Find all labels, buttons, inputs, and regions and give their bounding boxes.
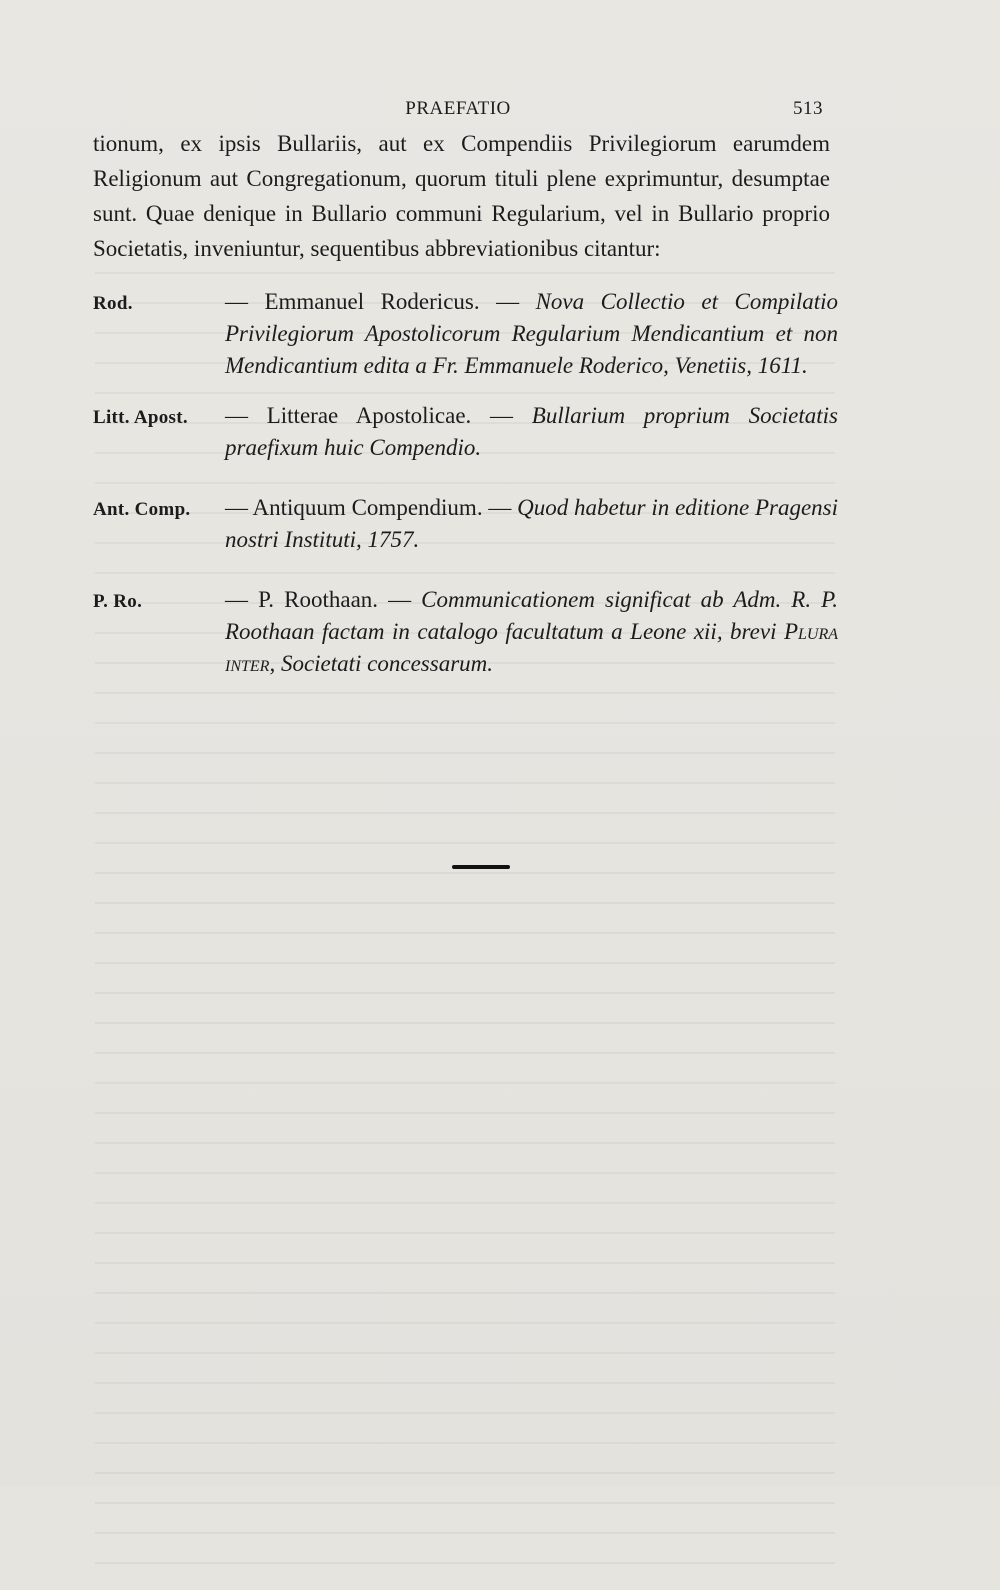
ink-smudge (452, 865, 510, 869)
abbreviation-label: P. Ro. (93, 591, 143, 612)
entry-title-tail: , Societati concessarum. (269, 651, 494, 676)
abbreviation-description (225, 400, 838, 464)
page-number: 513 (793, 98, 823, 119)
entry-title: Nova Collectio et Compilatio Privilegiorum Apostolicorum Regularium Mendicantium et non Mendicantium edita a Fr. Emmanuele Roderico, Venetiis, 1611. (225, 289, 838, 378)
abbreviation-entry-p-ro (93, 584, 838, 680)
abbreviation-entry-ant-comp (93, 492, 838, 556)
entry-title: Bullarium proprium Societatis praefixum huic Compendio. (225, 403, 839, 460)
running-title: PRAEFATIO (405, 98, 511, 119)
entry-lead: — P. Roothaan. — (225, 587, 422, 612)
abbreviation-description (225, 584, 838, 680)
entry-smallcaps-title: Plura inter (225, 619, 838, 676)
entry-title: Quod habetur in editione Pragensi nostri Instituti, 1757. (225, 495, 839, 552)
entry-title: Communicationem significat ab Adm. R. P. Roothaan factam in catalogo facultatum a Leone xii, brevi (225, 587, 839, 644)
entry-lead: — Antiquum Compendium. — (225, 495, 518, 520)
abbreviation-description (225, 286, 838, 382)
abbreviation-description (225, 492, 838, 556)
entry-lead: — Litterae Apostolicae. — (225, 403, 532, 428)
intro-paragraph: tionum, ex ipsis Bullariis, aut ex Compendiis Privilegiorum earumdem Religionum aut Congregationum, quorum tituli plene exprimuntur, desumptae sunt. Quae denique in Bullario communi Regularium, vel in Bullario proprio Societatis, inveniuntur, sequentibus abbreviationibus citantur: (93, 131, 830, 261)
abbreviation-label: Rod. (93, 293, 133, 314)
abbreviation-entry-litt-apost (93, 400, 838, 464)
page-header (93, 98, 823, 124)
abbreviation-entry-rod (93, 286, 838, 382)
abbreviation-label: Litt. Apost. (93, 407, 188, 428)
entry-lead: — Emmanuel Rodericus. — (225, 289, 536, 314)
abbreviation-label: Ant. Comp. (93, 499, 191, 520)
